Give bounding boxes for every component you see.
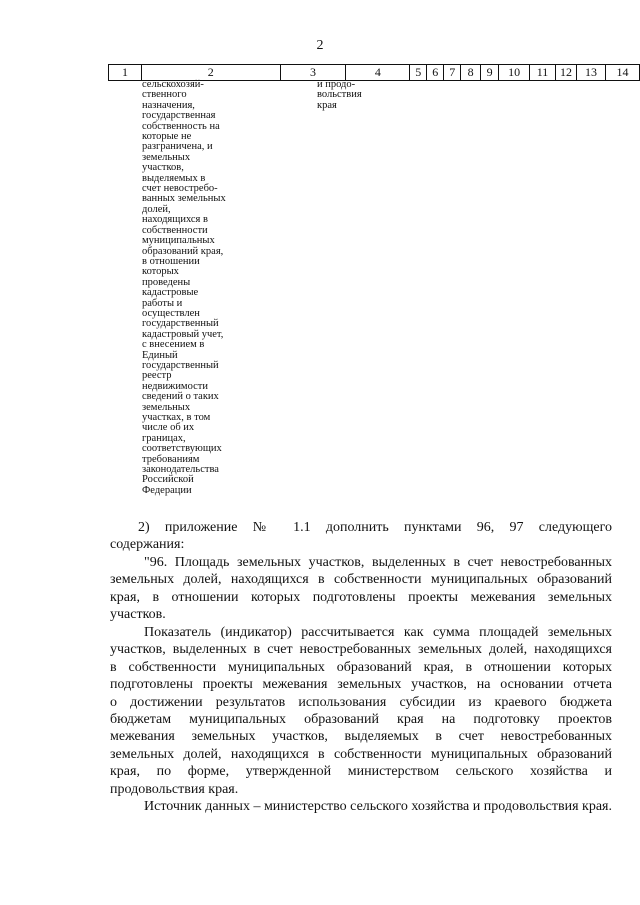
header-cell: 3	[280, 65, 346, 81]
table-cell-line: собственность на	[142, 120, 220, 132]
text-line: бюджетам муниципальных образований края на подготовку проектов	[110, 712, 612, 728]
table-cell-line: кадастровые	[142, 287, 199, 299]
table-cell-line: требованиям	[142, 453, 200, 465]
text-line: Источник данных – министерство сельского хозяйства и продовольствия края.	[144, 799, 612, 814]
table-cell-line: участках, в том	[142, 412, 211, 423]
table-cell-line: ственного	[142, 89, 187, 101]
header-cell: 2	[141, 65, 280, 81]
text-line: Показатель (индикатор) рассчитывается как сумма площадей земельных	[144, 625, 612, 640]
table-cell-line: в отношении	[142, 255, 200, 267]
table-cell-line: земельных	[142, 401, 191, 413]
table-cell-line: разграничена, и	[142, 141, 213, 153]
table-cell-line: ванных земельных	[142, 193, 226, 205]
table-cell-line: собственности	[142, 224, 208, 236]
table-cell-line: соответствующих	[142, 443, 222, 455]
table-cell-line: муниципальных	[142, 235, 215, 247]
table-cell-line: вольствия	[317, 89, 362, 101]
table-cell-line: находящихся в	[142, 214, 208, 226]
paragraph-item-96	[110, 554, 612, 624]
table-cell-line: назначения,	[142, 99, 195, 111]
text-line: межевания земельных участков, выделяемых в счет невостребованных	[110, 729, 612, 745]
text-line: края, в отношении которых подготовлены проекты межевания земельных	[110, 589, 612, 605]
table-cell-line: которые не	[142, 131, 192, 143]
table-cell-line: границах,	[142, 432, 186, 444]
table-cell-line: осуществлен	[142, 307, 200, 319]
table-cell-line: края	[317, 99, 337, 111]
text-line: 2) приложение № 1.1 дополнить пунктами 96, 97 следующего	[138, 520, 612, 535]
table-cell-line: земельных	[142, 151, 191, 163]
text-line: продовольствия края.	[110, 781, 239, 797]
table-cell-line: долей,	[142, 203, 171, 215]
header-cell: 8	[461, 65, 481, 81]
header-cell: 12	[556, 65, 577, 81]
text-line: земельных долей, находящихся в собственности муниципальных образований	[110, 746, 612, 762]
table-cell-line: государственный	[142, 318, 219, 330]
table-cell-line: образований края,	[142, 245, 224, 257]
text-line: участков, выделенных в счет невостребованных земельных долей, находящихся	[110, 642, 612, 658]
header-cell: 6	[427, 65, 444, 81]
table-cell-line: недвижимости	[142, 380, 208, 392]
text-line: о достижении результатов использования субсидии из краевого бюджета	[110, 694, 612, 710]
text-line: подготовлены проекты межевания земельных участков, на основании отчета	[110, 677, 612, 693]
table-cell-line: государственная	[142, 110, 216, 122]
text-line: края, по форме, утвержденной министерством сельского хозяйства и	[110, 764, 612, 780]
header-cell: 10	[499, 65, 530, 81]
table-cell-line: которых	[142, 266, 179, 278]
text-line: "96. Площадь земельных участков, выделенных в счет невостребованных	[144, 555, 612, 570]
header-cell: 7	[444, 65, 461, 81]
table-cell-line: реестр	[142, 370, 172, 382]
text-line: участков.	[110, 607, 166, 623]
table-cell-line: сведений о таких	[142, 391, 219, 403]
table-cell-line: участков,	[142, 162, 184, 174]
table-cell-line: работы и	[142, 297, 183, 309]
table-cell-line: законодательства	[142, 464, 219, 476]
table-cell-line: числе об их	[142, 422, 195, 434]
page-number: 2	[316, 38, 324, 53]
text-line: в собственности муниципальных образований края, в отношении которых	[110, 659, 612, 675]
table-cell-line: кадастровый учет,	[142, 328, 224, 340]
table-cell-line: проведены	[142, 276, 191, 288]
header-cell: 4	[346, 65, 410, 81]
table-cell-line: государственный	[142, 359, 219, 371]
header-cell: 11	[530, 65, 556, 81]
table-cell-line: Единый	[142, 349, 178, 361]
table-cell-line: и продо-	[317, 79, 356, 90]
table-cell-line: сельскохозяй-	[142, 79, 204, 90]
paragraph-data-source	[110, 798, 612, 815]
header-cell: 13	[576, 65, 605, 81]
table-cell-line: выделяемых в	[142, 172, 206, 184]
table-cell-line: Российской	[142, 474, 194, 486]
table-column-2-text	[142, 80, 226, 496]
table-cell-line: с внесением в	[142, 339, 205, 351]
header-cell: 9	[481, 65, 499, 81]
header-cell: 14	[605, 65, 639, 81]
table-cell-line: счет невостребо-	[142, 183, 218, 195]
paragraph-amendment	[110, 519, 612, 554]
text-line: земельных долей, находящихся в собственности муниципальных образований	[110, 572, 612, 588]
table-cell-line: Федерации	[142, 484, 192, 496]
paragraph-indicator	[110, 624, 612, 798]
text-line: содержания:	[110, 537, 185, 553]
table-column-4-text	[317, 80, 362, 111]
header-cell: 1	[109, 65, 142, 81]
header-cell: 5	[410, 65, 427, 81]
